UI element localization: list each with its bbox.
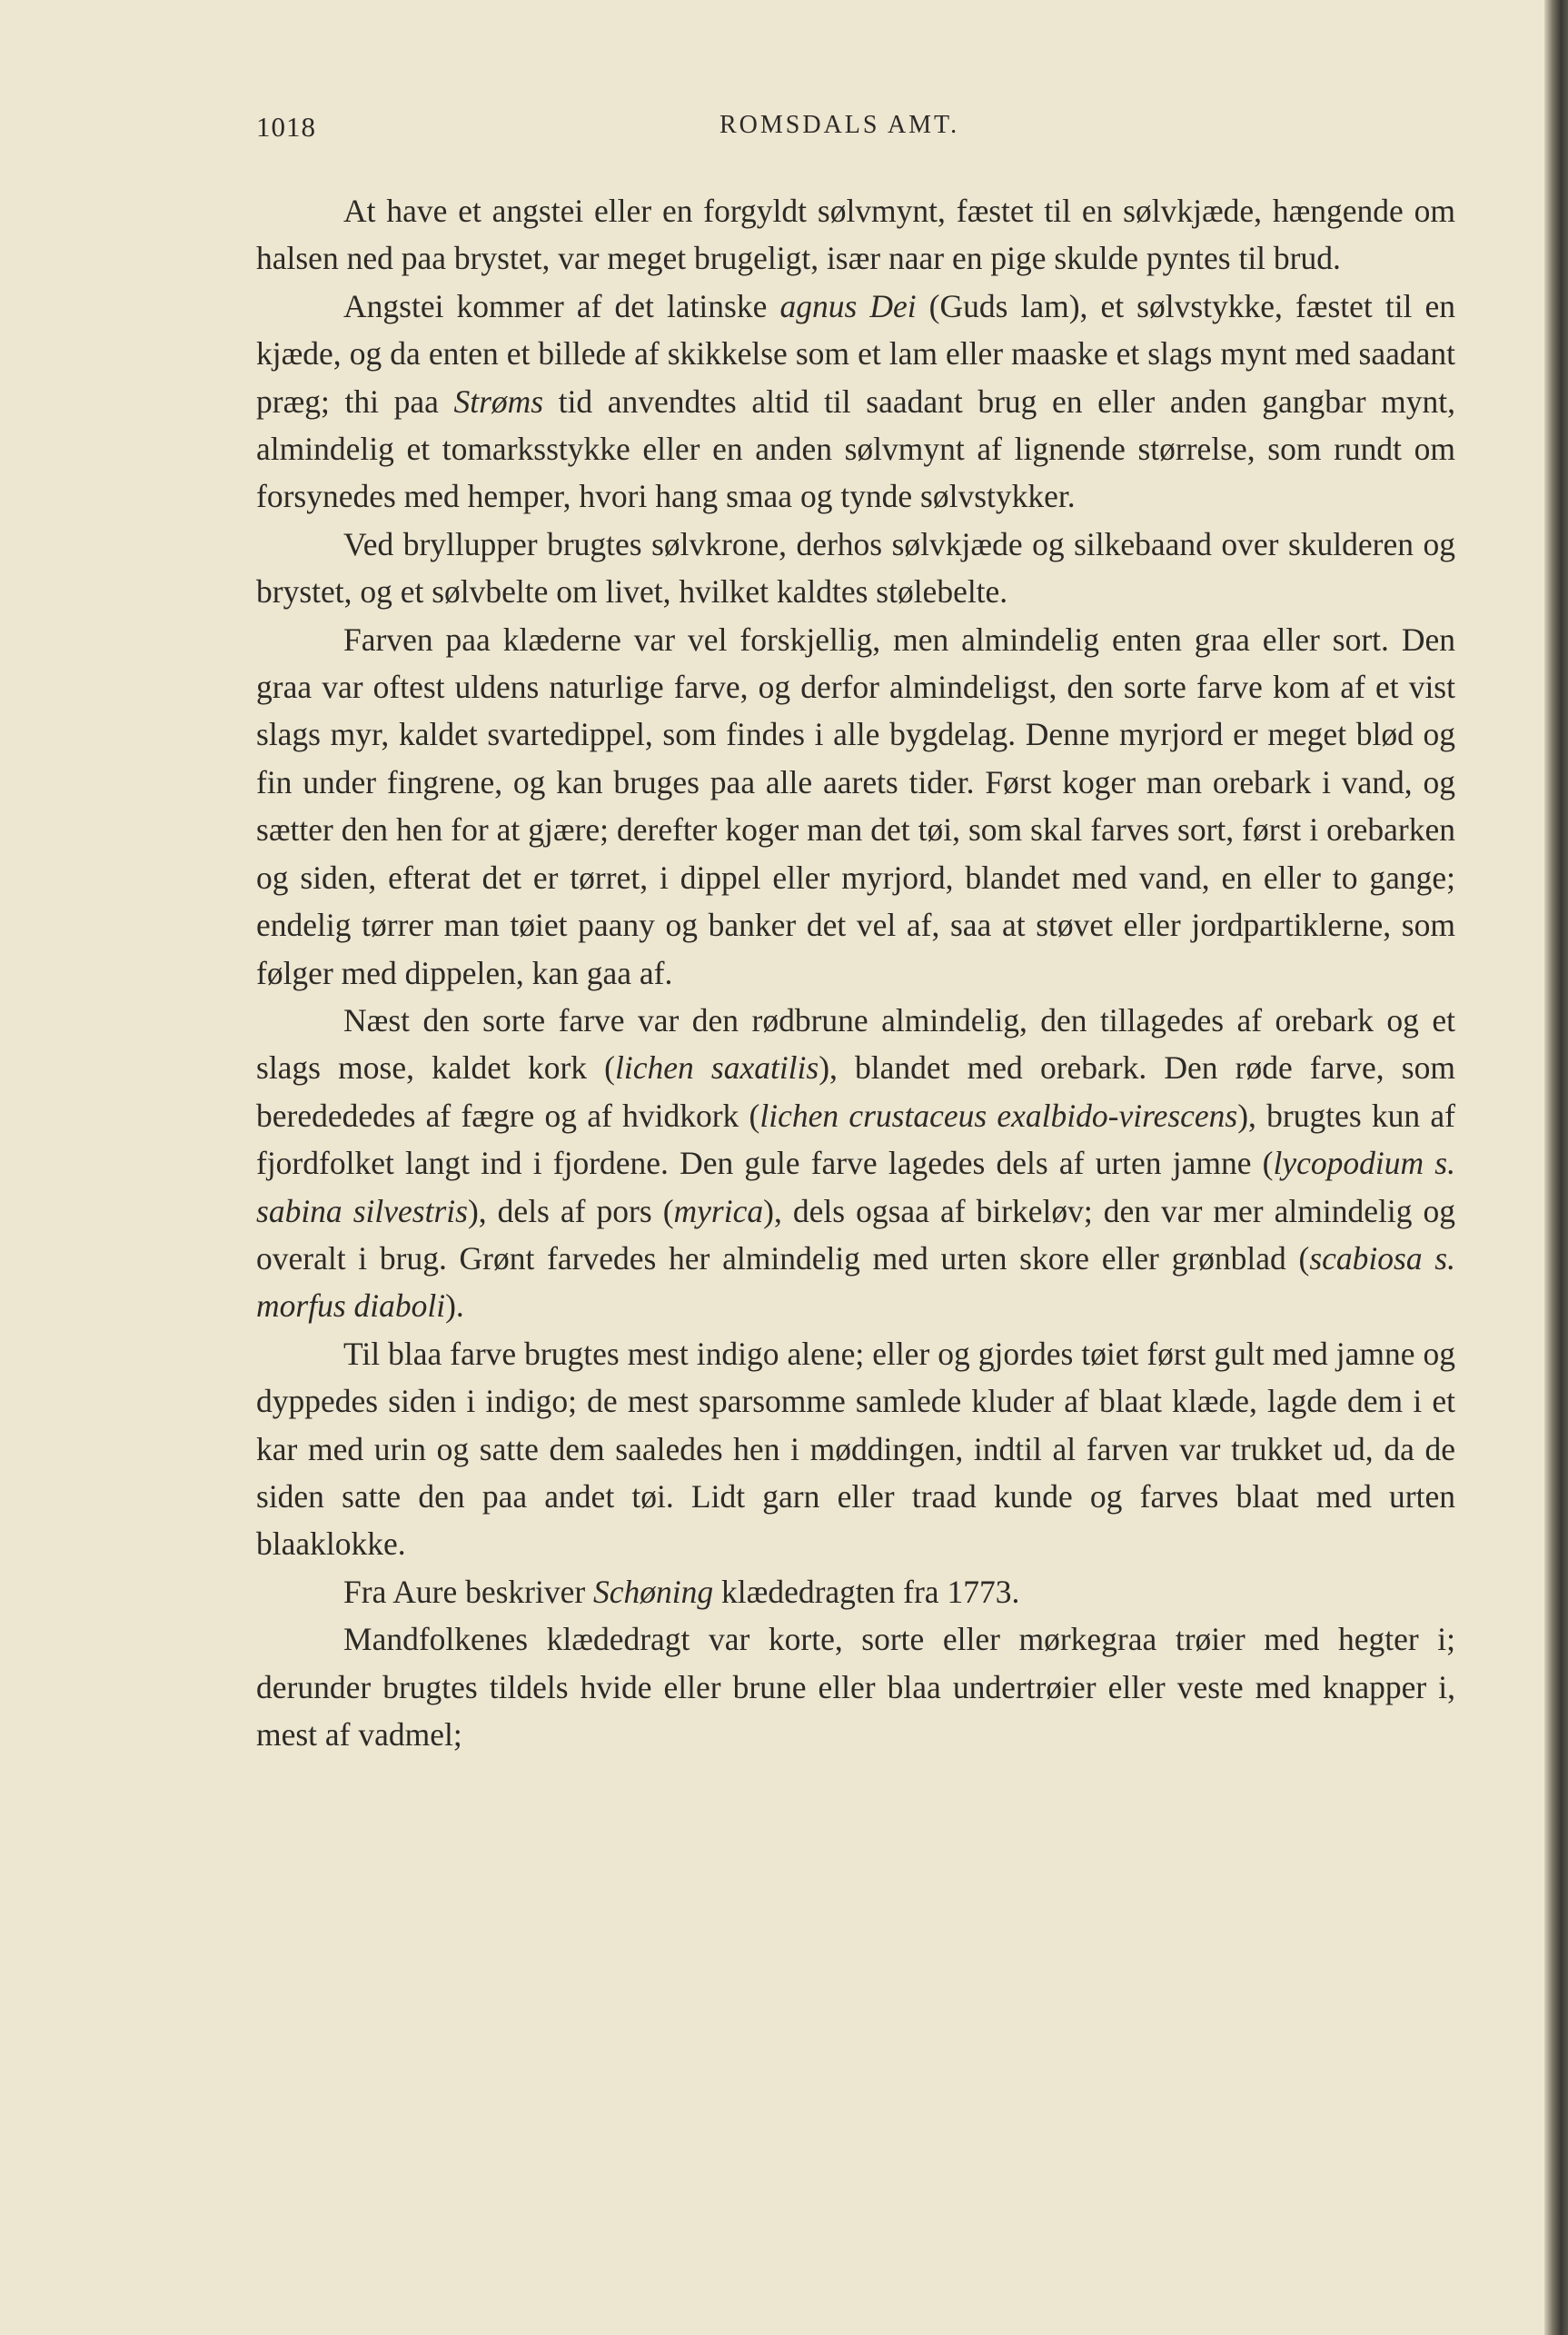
page-number: 1018: [256, 111, 316, 143]
paragraph-mandfolkenes: Mandfolkenes klædedragt var korte, sorte eller mørkegraa trøier med hegter i; derunder brugtes tildels hvide eller brune eller blaa undertrøier eller veste med knapper i, mest af vadmel;: [256, 1621, 1455, 1753]
page-binding-edge: [1544, 0, 1568, 2335]
paragraph-agnus-dei: Angstei kommer af det latinske agnus Dei (Guds lam), et sølvstykke, fæstet til en kjæde, og da enten et billede af skikkelse som et lam eller maaske et slags mynt med saadant præg; thi paa Strøms tid anvendtes altid til saadant brug en eller anden gangbar mynt, almindelig et tomarksstykke eller en anden sølvmynt af lignende størrelse, som rundt om forsynedes med hemper, hvori hang smaa og tynde sølvstykker.: [256, 287, 1455, 515]
page-header: [256, 111, 1455, 147]
paragraph-aure: Fra Aure beskriver Schøning klædedragten fra 1773.: [343, 1573, 1020, 1610]
paragraph-blaa-farve: Til blaa farve brugtes mest indigo alene; eller og gjordes tøiet først gult med jamne og dyppedes siden i indigo; de mest sparsomme samlede kluder af blaat klæde, lagde dem i et kar med urin og satte dem saaledes hen i møddingen, indtil al farven var trukket ud, da de siden satte den paa andet tøi. Lidt garn eller traad kunde og farves blaat med urten blaaklokke.: [256, 1335, 1455, 1563]
paragraph-farven: Farven paa klæderne var vel forskjellig, men almindelig enten graa eller sort. Den graa var oftest uldens naturlige farve, og derfor almindeligst, den sorte farve kom af et vist slags myr, kaldet svartedippel, som findes i alle bygdelag. Denne myrjord er meget blød og fin under fingrene, og kan bruges paa alle aarets tider. Først koger man orebark i vand, og sætter den hen for at gjære; derefter koger man det tøi, som skal farves sort, først i orebarken og siden, efterat det er tørret, i dippel eller myrjord, blandet med vand, en eller to gange; endelig tørrer man tøiet paany og banker det vel af, saa at støvet eller jordpartiklerne, som følger med dippelen, kan gaa af.: [256, 621, 1455, 991]
body-text: [256, 187, 1455, 1758]
paragraph-bryllupper: Ved bryllupper brugtes sølvkrone, derhos sølvkjæde og silkebaand over skulderen og brystet, og et sølvbelte om livet, hvilket kaldtes stølebelte.: [256, 525, 1455, 611]
paragraph-rodbrune: Næst den sorte farve var den rødbrune almindelig, den tillagedes af orebark og et slags mose, kaldet kork (lichen saxatilis), blandet med orebark. Den røde farve, som beredededes af fægre og af hvidkork (lichen crustaceus exalbido-virescens), brugtes kun af fjordfolket langt ind i fjordene. Den gule farve lagedes dels af urten jamne (lycopodium s. sabina silvestris), dels af pors (myrica), dels ogsaa af birkeløv; den var mer almindelig og overalt i brug. Grønt farvedes her almindelig med urten skore eller grønblad (scabiosa s. morfus diaboli).: [256, 1001, 1456, 1325]
paragraph-angstei-intro: At have et angstei eller en forgyldt sølvmynt, fæstet til en sølvkjæde, hængende om halsen ned paa brystet, var meget brugeligt, især naar en pige skulde pyntes til brud.: [256, 193, 1455, 277]
running-title: ROMSDALS AMT.: [719, 111, 960, 139]
